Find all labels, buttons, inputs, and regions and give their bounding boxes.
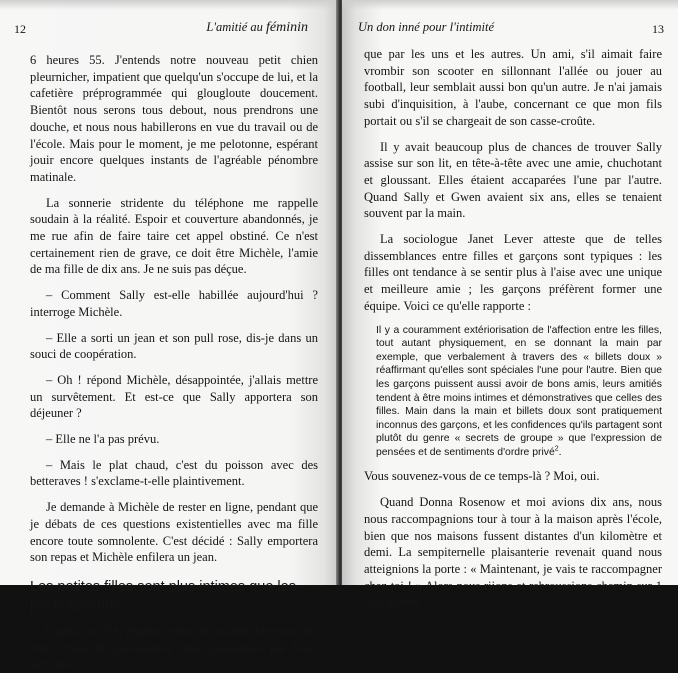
dialogue-line: – Elle ne l'a pas prévu. bbox=[46, 432, 160, 447]
body-text bbox=[364, 46, 662, 611]
dialogue-line: – Elle a sorti un jean et son pull rose, dis-je dans un souci de coopération. bbox=[30, 330, 318, 362]
section-heading: Les petites filles sont plus intimes que les petits garçons bbox=[30, 578, 296, 613]
body-text bbox=[30, 52, 318, 673]
block-quote: Il y a couramment extériorisation de l'affection entre les filles, tout autant physiquement, en se donnant la main par exemple, que verbalement à travers des « billets doux » réaffirmant qu'elles sont spéciales l'une pour l'autre. Bien que les garçons puissent aussi avoir de bons amis, leurs amitiés tendent à être moins intimes et démonstratives que celles des filles. Main dans la main et billets doux sont pratiquement inconnus des garçons, et les confidences qu'ils partagent sont plutôt du genre « secrets de groupe » que l'expression de pensées et de sentiments d'ordre privé$^2$. bbox=[376, 324, 662, 458]
page-edge-shadow bbox=[342, 0, 678, 10]
dialogue-line: – Comment Sally est-elle habillée aujourd'hui ? interroge Michèle. bbox=[30, 288, 318, 319]
running-head-script: féminin bbox=[266, 20, 308, 35]
paragraph: La sonnerie stridente du téléphone me rappelle soudain à la réalité. Espoir et couverture abandonnés, je me rue afin de faire taire cet appel obstiné. Ce n'est certainement rien de grave, ce doit être Michèle, l'amie de ma fille de dix ans. Je ne suis pas déçue. bbox=[30, 195, 318, 277]
dialogue-line: – Mais le plat chaud, c'est du poisson avec des betteraves ! s'exclame-t-elle plaintivement. bbox=[30, 457, 318, 489]
paragraph: que par les uns et les autres. Un ami, s'il aimait faire vrombir son scooter en sillonnant l'allée ou jouer au football, leur semblait aussi bon qu'un autre. Je n'ai jamais subi d'inquisition, à l'aube, concernant ce que mon fils portait ou s'il se chargeait de son casse-croûte. bbox=[364, 47, 662, 128]
paragraph: Je demande à Michèle de rester en ligne, pendant que je débats de ces questions existentielles avec ma fille encore toute somnolente. C'est décidé : Sally emportera son repas et Michèle enfilera un jean. bbox=[30, 500, 318, 565]
paragraph: Quand Donna Rosenow et moi avions dix ans, nous nous raccompagnions tour à tour à la maison après l'école, bien que nos maisons fussent distantes d'un kilomètre et demi. La sempiternelle plaisanterie revenait quand nous atteignions la porte : « Maintenant, je vais te raccompagner chez toi ! » Alors nous riions et rebroussions chemin sur 1 500 mètres. bbox=[364, 495, 662, 610]
right-page bbox=[342, 0, 678, 610]
left-page bbox=[0, 0, 338, 672]
page-edge-shadow bbox=[0, 0, 338, 10]
paragraph: Quand nos fils étaient petits, ils avaient bien sûr des amis, mais ils paraissaient plus passionnés par leurs activités bbox=[30, 623, 318, 672]
running-head-text: L'amitié au bbox=[206, 20, 263, 34]
quote-text: Il y a couramment extériorisation de l'affection entre les filles, tout autant physiquement, en se donnant la main par exemple, que verbalement à travers des « billets doux » réaffirmant qu'elles sont spéciales l'une pour l'autre. Bien que les garçons puissent aussi avoir de bons amis, leurs amitiés tendent à être moins intimes et démonstratives que celles des filles. Main dans la main et billets doux sont pratiquement inconnus des garçons, et les confidences qu'ils partagent sont plutôt du genre « secrets de groupe » que l'expression de pensées et de sentiments d'ordre privé bbox=[376, 324, 662, 458]
footnote-marker: 2 bbox=[554, 445, 559, 453]
dialogue-line: – Oh ! répond Michèle, désappointée, j'allais mettre un survêtement. Et est-ce que Sally apportera son déjeuner ? bbox=[30, 372, 318, 421]
page-number: 12 bbox=[14, 22, 26, 36]
paragraph: Il y avait beaucoup plus de chances de trouver Sally assise sur son lit, en tête-à-tête avec une amie, chuchotant et gloussant. Elles étaient accaparées l'une par l'autre. Quand Sally et Gwen avaient six ans, elles se tenaient souvent par la main. bbox=[364, 139, 662, 221]
running-head bbox=[206, 20, 308, 36]
paragraph: La sociologue Janet Lever atteste que de telles dissemblances entre filles et garçons sont typiques : les filles ont tendance à se sentir plus à l'aise avec une unique et meilleure amie ; les garçons préfèrent former une équipe. Voici ce qu'elle rapporte : bbox=[364, 232, 662, 313]
page-number: 13 bbox=[652, 22, 664, 36]
running-head: Un don inné pour l'intimité bbox=[358, 20, 494, 34]
paragraph: Vous souvenez-vous de ce temps-là ? Moi, oui. bbox=[364, 469, 600, 484]
paragraph: 6 heures 55. J'entends notre nouveau petit chien pleurnicher, impatient que quelqu'un s'occupe de lui, et la cafetière préprogrammée qui glougloute doucement. Bientôt nous serons tous debout, nous prendrons une douche, et nous nous habillerons en vue du travail ou de l'école. Mais pour le moment, je me pelotonne, espérant jouir encore quelques instants de l'agréable pénombre matinale. bbox=[30, 53, 318, 184]
